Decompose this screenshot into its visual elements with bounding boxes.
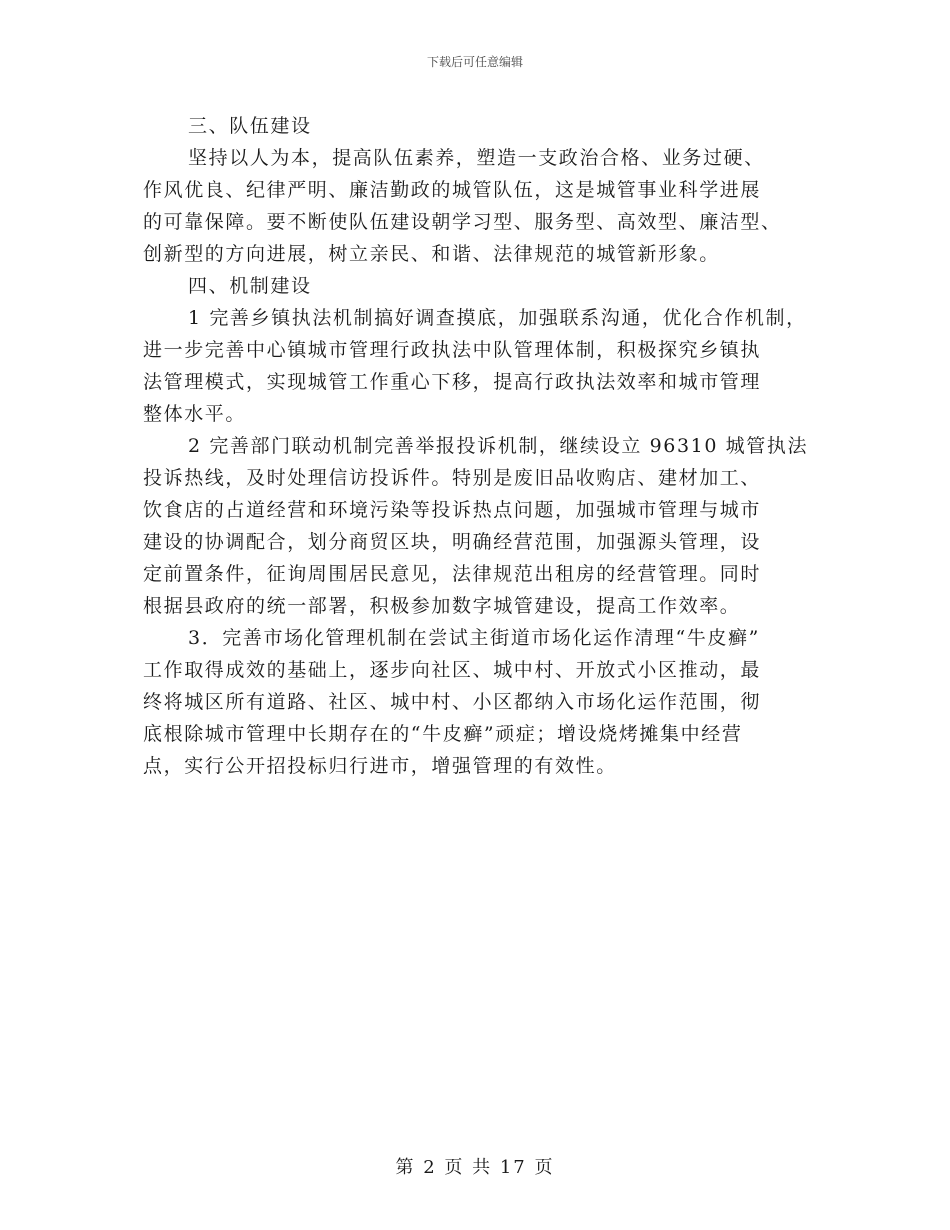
paragraph-line: 整体水平。 (143, 403, 247, 425)
paragraph-line: 的可靠保障。要不断使队伍建设朝学习型、服务型、高效型、廉洁型、 (143, 211, 782, 233)
paragraph-line: 创新型的方向进展，树立亲民、和谐、法律规范的城管新形象。 (143, 243, 720, 265)
paragraph-line: 2 完善部门联动机制完善举报投诉机制，继续设立 96310 城管执法 (188, 435, 809, 457)
page-number: 第 2 页 共 17 页 (395, 1157, 555, 1178)
page-header-note: 下载后可任意编辑 (426, 55, 523, 69)
paragraph-line: 根据县政府的统一部署，积极参加数字城管建设，提高工作效率。 (143, 595, 741, 617)
paragraph-line: 法管理模式，实现城管工作重心下移，提高行政执法效率和城市管理 (143, 371, 762, 393)
paragraph-line: 终将城区所有道路、社区、城中村、小区都纳入市场化运作范围，彻 (143, 691, 762, 713)
paragraph-line: 作风优良、纪律严明、廉洁勤政的城管队伍，这是城管事业科学进展 (143, 179, 762, 201)
section-heading-mechanism: 四、机制建设 (188, 275, 312, 297)
paragraph-line: 点，实行公开招投标归行进市，增强管理的有效性。 (143, 755, 617, 777)
paragraph-line: 底根除城市管理中长期存在的“牛皮癣”顽症；增设烧烤摊集中经营 (143, 723, 743, 745)
paragraph-line: 1 完善乡镇执法机制搞好调查摸底，加强联系沟通，优化合作机制， (188, 307, 807, 329)
paragraph-line: 坚持以人为本，提高队伍素养，塑造一支政治合格、业务过硬、 (188, 147, 765, 169)
paragraph-line: 进一步完善中心镇城市管理行政执法中队管理体制，积极探究乡镇执 (143, 339, 762, 361)
paragraph-line: 投诉热线，及时处理信访投诉件。特别是废旧品收购店、建材加工、 (143, 467, 762, 489)
document-body (143, 110, 813, 782)
paragraph-line: 建设的协调配合，划分商贸区块，明确经营范围，加强源头管理，设 (143, 531, 762, 553)
paragraph-line: 定前置条件，征询周围居民意见，法律规范出租房的经营管理。同时 (143, 563, 762, 585)
paragraph-line: 工作取得成效的基础上，逐步向社区、城中村、开放式小区推动，最 (143, 659, 762, 681)
paragraph-line: 3．完善市场化管理机制在尝试主街道市场化运作清理“牛皮癣” (188, 627, 760, 649)
paragraph-line: 饮食店的占道经营和环境污染等投诉热点问题，加强城市管理与城市 (143, 499, 762, 521)
section-heading-team: 三、队伍建设 (188, 115, 312, 137)
